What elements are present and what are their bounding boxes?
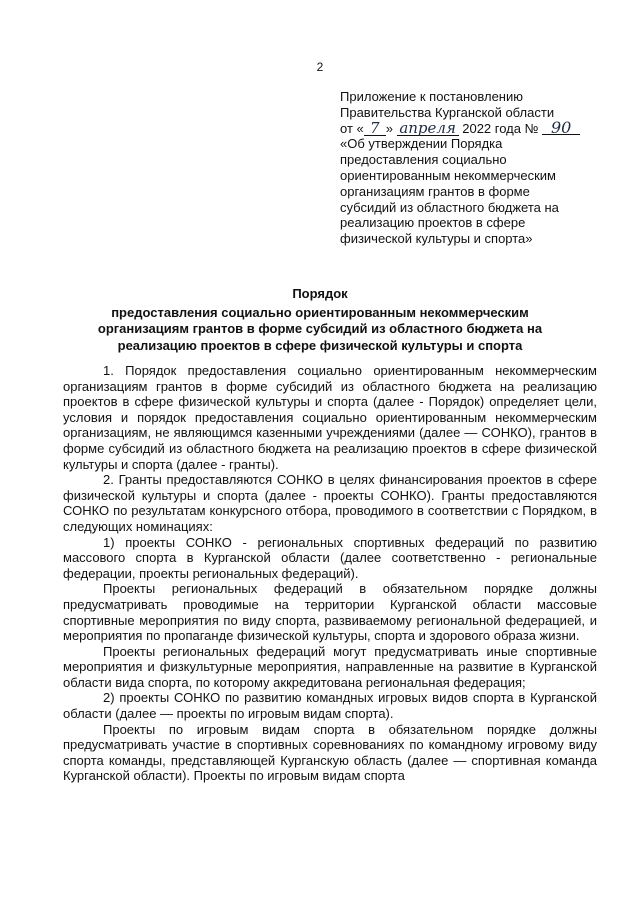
date-prefix: от « <box>340 120 364 136</box>
paragraph: 2. Гранты предоставляются СОНКО в целях финансирования проектов в сфере физической культуры и спорта (далее - проекты СОНКО). Гранты предоставляются СОНКО по результатам конкурсного отбора, проводимого в соответствии с Порядком, в следующих номинациях: <box>63 472 597 534</box>
document-body <box>63 363 597 784</box>
paragraph: 2) проекты СОНКО по развитию командных игровых видов спорта в Курганской области (далее — проекты по игровым видам спорта). <box>63 690 597 722</box>
appendix-line: Правительства Курганской области <box>340 104 555 120</box>
paragraph: Проекты региональных федераций в обязательном порядке должны предусматривать проводимые на территории Курганской области массовые спортивные мероприятия по виду спорта, развиваемому региональной федерацией, и мероприятия по пропаганде физической культуры, спорта и здорового образа жизни. <box>63 581 597 644</box>
paragraph: 1. Порядок предоставления социально ориентированным некоммерческим организациям грантов в форме субсидий из областного бюджета на реализацию проектов в сфере физической культуры и спорта (далее - Порядок) определяет цели, условия и порядок предоставления социально ориентированным некоммерческим организациям, не являющимся казенными учреждениями (далее — СОНКО), грантов в форме субсидий из областного бюджета на реализацию проектов в сфере физической культуры и спорта (далее - гранты). <box>63 363 597 472</box>
handwritten-number: 90 <box>542 121 580 135</box>
handwritten-month: апреля <box>397 122 459 136</box>
title-line: реализацию проектов в сфере физической культуры и спорта <box>117 337 523 353</box>
appendix-line: организациям грантов в форме <box>340 183 530 199</box>
title-line: организациям грантов в форме субсидий из областного бюджета на <box>97 321 543 336</box>
appendix-date-line <box>340 117 585 137</box>
date-year: 2022 года № <box>462 120 539 136</box>
handwritten-day: 7 <box>364 122 386 136</box>
paragraph: Проекты по игровым видам спорта в обязательном порядке должны предусматривать участие в спортивных соревнованиях по командному игровому виду спорта команды, представляющей Курганскую область (далее — спортивная команда Курганской области). Проекты по игровым видам спорта <box>63 721 597 784</box>
appendix-block <box>340 89 585 247</box>
date-mid: » <box>385 120 393 136</box>
appendix-line: субсидий из областного бюджета на <box>340 199 559 215</box>
page-number: 2 <box>316 60 324 74</box>
document-title <box>40 286 600 354</box>
title-line: предоставления социально ориентированным некоммерческим <box>111 304 529 320</box>
paragraph: Проекты региональных федераций могут предусматривать иные спортивные мероприятия и физкультурные мероприятия, направленные на развитие в Курганской области вида спорта, по которому аккредитована региональная федерация; <box>63 643 597 690</box>
appendix-line: «Об утверждении Порядка <box>340 136 503 152</box>
appendix-line: предоставления социально <box>340 152 507 168</box>
appendix-line: физической культуры и спорта» <box>340 231 533 247</box>
appendix-line: ориентированным некоммерческим <box>340 167 556 183</box>
paragraph: 1) проекты СОНКО - региональных спортивных федераций по развитию массового спорта в Курганской области (далее соответственно - региональные федерации, проекты региональных федераций). <box>63 534 597 581</box>
title-heading: Порядок <box>292 286 348 301</box>
appendix-line: Приложение к постановлению <box>340 89 523 104</box>
appendix-line: реализацию проектов в сфере <box>340 215 526 231</box>
